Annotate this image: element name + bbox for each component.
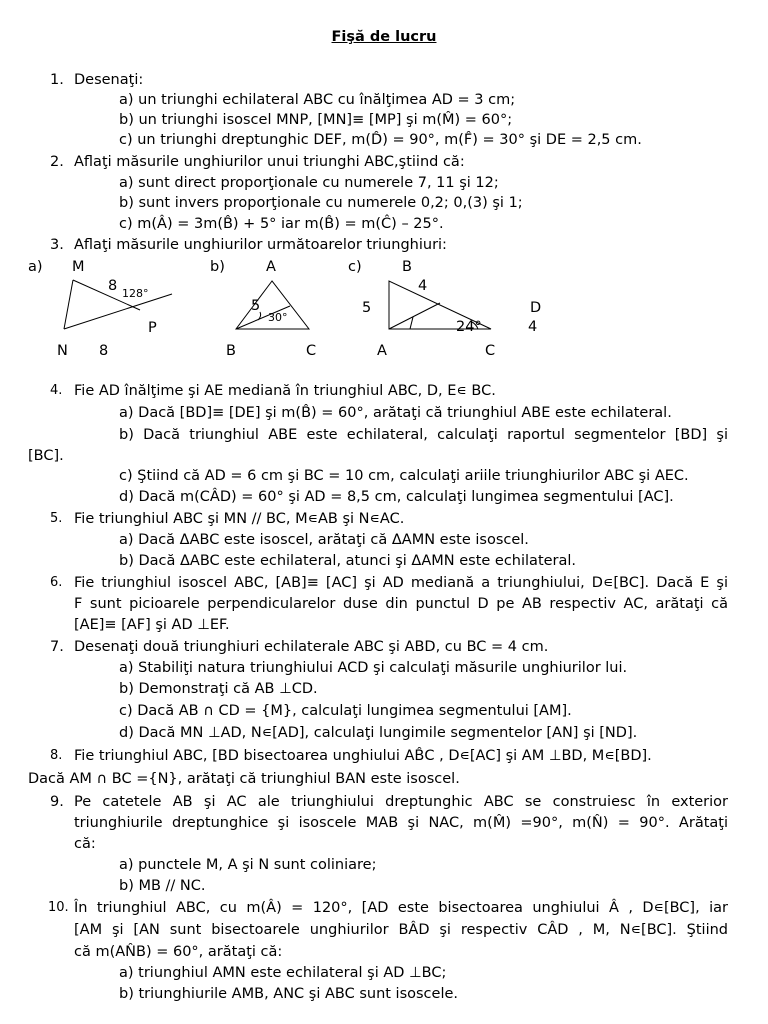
exercise-4-b-line1: b) Dacă triunghiul ABE este echilateral, calculaţi raportul segmentelor [BD] şi — [119, 427, 728, 443]
figure-c-angle-label: 24° — [456, 319, 482, 335]
exercise-2-b: b) sunt invers proporţionale cu numerele 0,2; 0,(3) şi 1; — [119, 195, 523, 211]
exercise-1-number: 1. — [50, 72, 64, 88]
exercise-2-number: 2. — [50, 154, 64, 170]
exercise-6-line1: Fie triunghiul isoscel ABC, [AB]≡ [AC] şi AD mediană a triunghiului, D∊[BC]. Dacă E şi — [74, 575, 728, 591]
exercise-8-number: 8. — [50, 748, 63, 763]
page-title: Fişă de lucru — [331, 29, 437, 45]
figure-a-tag: a) — [28, 259, 43, 275]
figure-b-vertex-a: A — [266, 259, 276, 275]
exercise-5-text: Fie triunghiul ABC şi MN // BC, M∊AB şi N∊AC. — [74, 511, 405, 527]
exercise-1-b: b) un triunghi isoscel MNP, [MN]≡ [MP] şi m(M̂) = 60°; — [119, 112, 513, 128]
exercise-5-number: 5. — [50, 511, 63, 526]
figure-a-vertex-n: N — [57, 343, 68, 359]
exercise-4-b-line2: [BC]. — [28, 448, 64, 464]
exercise-3-text: Aflaţi măsurile unghiurilor următoarelor triunghiuri: — [74, 237, 447, 253]
figure-c-vertex-a: A — [377, 343, 387, 359]
exercise-6-line2: F sunt picioarele perpendicularelor duse din punctul D pe AB respectiv AC, arătaţi că — [74, 596, 728, 612]
exercise-9-b: b) MB // NC. — [119, 878, 206, 894]
exercise-7-d: d) Dacă MN ⊥AD, N∊[AD], calculaţi lungimile segmentelor [AN] şi [ND]. — [119, 725, 638, 741]
exercise-1-a: a) un triunghi echilateral ABC cu înălţimea AD = 3 cm; — [119, 92, 516, 108]
exercise-7-number: 7. — [50, 639, 64, 655]
exercise-10-line1: În triunghiul ABC, cu m(Â) = 120°, [AD este bisectoarea unghiului Â , D∊[BC], iar — [74, 900, 728, 916]
figure-c-side-5: 5 — [362, 300, 372, 316]
figure-b-side-label: 5 — [251, 298, 261, 314]
figure-b-angle-label: 30° — [268, 311, 288, 324]
exercise-9-line2: triunghiurile dreptunghice şi isoscele MAB şi NAC, m(M̂) =90°, m(N̂) = 90°. Arătaţi — [74, 815, 728, 831]
figure-b-tag: b) — [210, 259, 225, 275]
figure-b-vertex-c: C — [306, 343, 317, 359]
exercise-10-number: 10. — [48, 900, 69, 915]
exercise-1-text: Desenaţi: — [74, 72, 144, 88]
exercise-7-a: a) Stabiliţi natura triunghiului ACD şi calculaţi măsurile unghiurilor lui. — [119, 660, 628, 676]
figure-c-vertex-c: C — [485, 343, 496, 359]
figure-c-side-4: 4 — [418, 278, 428, 294]
exercise-6-number: 6. — [50, 575, 63, 590]
exercise-10-line3: că m(AN̂B) = 60°, arătaţi că: — [74, 944, 283, 960]
exercise-2-a: a) sunt direct proporţionale cu numerele 7, 11 şi 12; — [119, 175, 499, 191]
exercise-3-number: 3. — [50, 237, 64, 253]
exercise-4-number: 4. — [50, 383, 63, 398]
exercise-4-text: Fie AD înălţime şi AE mediană în triunghiul ABC, D, E∊ BC. — [74, 383, 496, 399]
exercise-10-b: b) triunghiurile AMB, ANC şi ABC sunt isoscele. — [119, 986, 459, 1002]
figure-b-vertex-b: B — [226, 343, 236, 359]
figure-c-tag: c) — [348, 259, 362, 275]
exercise-9-a: a) punctele M, A şi N sunt coliniare; — [119, 857, 377, 873]
exercise-8-line1: Fie triunghiul ABC, [BD bisectoarea unghiului AB̂C , D∊[AC] şi AM ⊥BD, M∊[BD]. — [74, 748, 652, 764]
exercise-9-line3: că: — [74, 836, 96, 852]
exercise-5-a: a) Dacă ΔABC este isoscel, arătaţi că ΔAMN este isoscel. — [119, 532, 529, 548]
figure-a-side-label: 8 — [108, 278, 118, 294]
exercise-2-text: Aflaţi măsurile unghiurilor unui triunghi ABC,ştiind că: — [74, 154, 465, 170]
figure-a-vertex-m: M — [72, 259, 85, 275]
figure-a-vertex-p: P — [148, 320, 157, 336]
figure-a-angle-label: 128° — [122, 287, 149, 300]
figure-c-d-value: 4 — [528, 319, 538, 335]
exercise-8-line2: Dacă AM ∩ BC ={N}, arătaţi că triunghiul BAN este isoscel. — [28, 771, 460, 787]
exercise-1-c: c) un triunghi dreptunghic DEF, m(D̂) = 90°, m(F̂) = 30° şi DE = 2,5 cm. — [119, 132, 642, 148]
exercise-9-line1: Pe catetele AB şi AC ale triunghiului dreptunghic ABC se construiesc în exterior — [74, 794, 728, 810]
figure-c-point-d: D — [530, 300, 542, 316]
exercise-2-c: c) m(Â) = 3m(B̂) + 5° iar m(B̂) = m(Ĉ) – 25°. — [119, 216, 444, 232]
exercise-5-b: b) Dacă ΔABC este echilateral, atunci şi ΔAMN este echilateral. — [119, 553, 577, 569]
exercise-4-d: d) Dacă m(CÂD) = 60° şi AD = 8,5 cm, calculaţi lungimea segmentului [AC]. — [119, 489, 674, 505]
exercise-7-text: Desenaţi două triunghiuri echilaterale ABC şi ABD, cu BC = 4 cm. — [74, 639, 549, 655]
exercise-6-line3: [AE]≡ [AF] şi AD ⊥EF. — [74, 617, 230, 633]
figure-a-base-label: 8 — [99, 343, 109, 359]
exercise-10-a: a) triunghiul AMN este echilateral şi AD ⊥BC; — [119, 965, 447, 981]
exercise-4-c: c) Ştiind că AD = 6 cm şi BC = 10 cm, calculaţi ariile triunghiurilor ABC şi AEC. — [119, 468, 689, 484]
exercise-7-c: c) Dacă AB ∩ CD = {M}, calculaţi lungimea segmentului [AM]. — [119, 703, 572, 719]
exercise-10-line2: [AM şi [AN sunt bisectoarele unghiurilor BÂD şi respectiv CÂD , M, N∊[BC]. Ştiind — [74, 922, 728, 938]
figure-c-vertex-b: B — [402, 259, 412, 275]
exercise-4-a: a) Dacă [BD]≡ [DE] şi m(B̂) = 60°, arătaţi că triunghiul ABE este echilateral. — [119, 405, 672, 421]
exercise-7-b: b) Demonstraţi că AB ⊥CD. — [119, 681, 318, 697]
exercise-9-number: 9. — [50, 794, 64, 810]
